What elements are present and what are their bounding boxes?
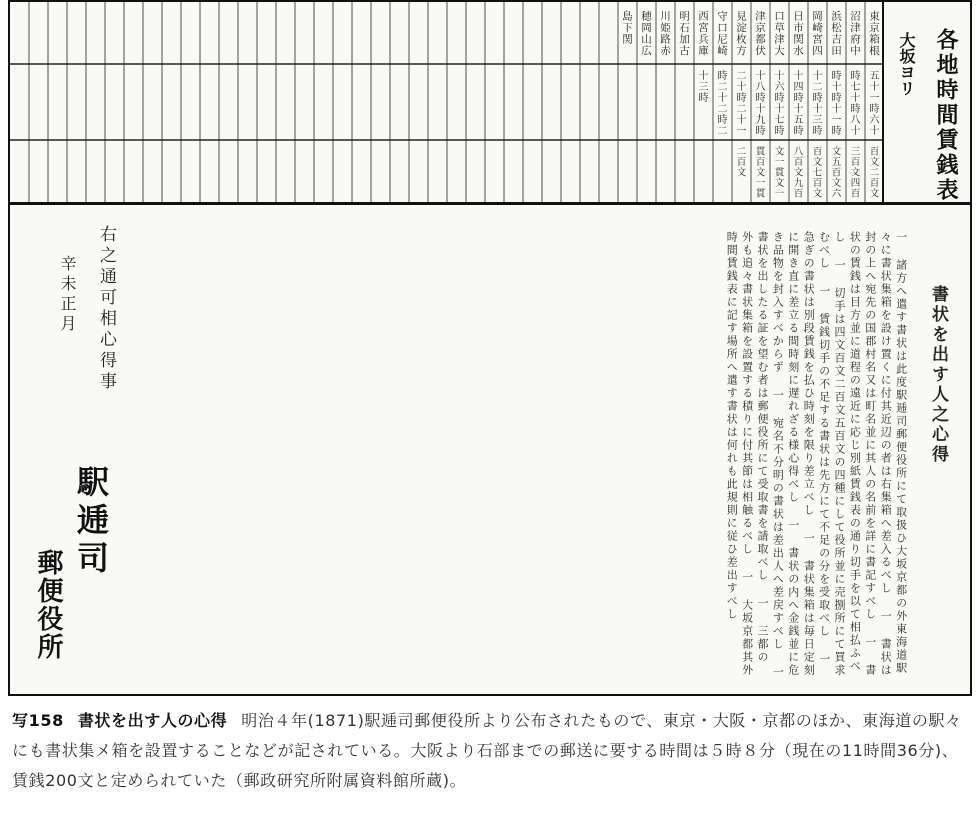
decree-body-line: 書状を出したる証を望む者は郵便役所にて受取書を請取べし 一 三都の <box>756 231 769 664</box>
timetable-cell: 三百文四百 <box>850 146 861 200</box>
timetable-cell: 文一貫文一 <box>774 146 785 200</box>
timetable-title: 各地時間賃銭表 <box>933 28 959 203</box>
decree <box>10 205 970 694</box>
timetable-cell: 津京都伏 <box>755 10 766 57</box>
timetable <box>10 2 970 205</box>
timetable-subheading: 大坂ヨリ <box>897 32 916 96</box>
timetable-cell: 時二十二時二 <box>717 71 728 137</box>
timetable-cell: 貫百文一貫 <box>755 146 766 200</box>
timetable-cell: 十六時十七時 <box>774 71 785 137</box>
decree-body-line: し 一 切手は四文百文二百文五百文の四種にして役所並に売捌所にて買求 <box>833 231 846 677</box>
caption-text: 明治４年(1871)駅逓司郵便役所より公布されたもので、東京・大阪・京都のほか、東海道の駅々にも書状集メ箱を設置することなどが記されている。大阪より石部までの郵送に要する時間は５時８分（現在の11時間36分)、賃銭200文と定められていた（郵政研究所附属資料館所蔵)。 <box>12 711 962 790</box>
decree-approval: 右之通可相心得事 <box>96 225 116 393</box>
timetable-cell: 川姫路赤 <box>660 10 671 57</box>
issuer-office: 郵便役所 <box>33 549 63 661</box>
decree-body-line: 々に書状集箱を設け置くに付其近辺の者は右集箱へ差入るべし 一 書状は <box>879 231 893 677</box>
timetable-cell: 二十時二十一 <box>736 71 747 137</box>
timetable-cell: 東京箱根 <box>869 10 880 57</box>
timetable-cell: 百文七百文 <box>812 146 823 200</box>
timetable-cell: 八百文九百 <box>793 146 804 200</box>
timetable-cell: 西宮兵庫 <box>698 10 709 57</box>
decree-body-line: 封の上へ宛先の国郡村名又は町名並に其人の名前を詳に書記すべし 一 書 <box>863 231 877 677</box>
timetable-cell: 文五百文六 <box>831 146 842 200</box>
timetable-cell: 沼津府中 <box>850 10 861 57</box>
timetable-cell: 十八時十九時 <box>755 71 766 137</box>
timetable-grid <box>10 2 884 202</box>
timetable-cell: 十二時十三時 <box>812 71 823 137</box>
decree-body-line: 時間賃銭表に記す場所へ遣す書状は何れも此規則に従ひ差出すべし <box>725 231 739 621</box>
timetable-cell: 十四時十五時 <box>793 71 804 137</box>
timetable-cell: 百文二百文 <box>869 146 880 200</box>
decree-body-line: 一 諸方へ遣す書状は此度駅逓司郵便役所にて取扱ひ大坂京都の外東海道駅 <box>894 231 908 675</box>
decree-body-line: むべし 一 賃銭切手の不足する書状は先方にて不足の分を受取べし 一 <box>817 231 831 666</box>
timetable-cell: 二百文 <box>736 146 747 179</box>
timetable-cell: 浜松吉田 <box>831 10 842 57</box>
timetable-cell: 島下関 <box>622 10 633 46</box>
timetable-cell: 日市関水 <box>793 10 804 57</box>
decree-body-line: 外も追々書状集箱を設置する積りに付其節は相触るべし 一 大坂京都其外 <box>740 231 754 677</box>
historical-document-scan <box>8 0 972 696</box>
figure-number: 写158 <box>12 711 64 730</box>
timetable-time-row <box>699 69 881 137</box>
decree-body-line: 急ぎの書状は別段賃銭を払ひ時刻を限り差立べし 一 書状集箱は毎日定刻 <box>802 231 816 677</box>
timetable-cell: 時七十時八十 <box>850 71 861 137</box>
decree-body-line: に開き直に差立る間時刻に遅れざる様心得べし 一 書状の内へ金銭並に危 <box>786 231 800 677</box>
timetable-cell: 時十時十一時 <box>831 71 842 137</box>
decree-body <box>188 231 910 681</box>
timetable-cell: 十三時 <box>698 71 709 104</box>
decree-title: 書状を出す人之心得 <box>928 285 948 465</box>
decree-body-line: き品物を封入すべからず 一 宛名不分明の書状は差出人へ差戻すべし 一 <box>771 231 785 679</box>
timetable-cell: 守口尼崎 <box>717 10 728 57</box>
timetable-cell: 穂岡山広 <box>641 10 652 57</box>
figure-caption <box>12 706 972 796</box>
timetable-cell: 口草津大 <box>774 10 785 57</box>
timetable-cell: 見淀枚方 <box>736 10 747 57</box>
decree-date: 辛未正月 <box>58 255 77 335</box>
timetable-cell: 明石加古 <box>679 10 690 57</box>
issuer-name: 駅逓司 <box>72 465 110 579</box>
timetable-cell: 五十一時六十 <box>869 71 880 137</box>
figure-title: 書状を出す人の心得 <box>77 711 228 730</box>
timetable-title-block <box>882 2 970 202</box>
timetable-cell: 岡崎宮四 <box>812 10 823 57</box>
decree-body-line: 状の賃銭は目方並に道程の遠近に応じ別紙賃銭表の通り切手を以て相払ふべ <box>848 231 862 673</box>
